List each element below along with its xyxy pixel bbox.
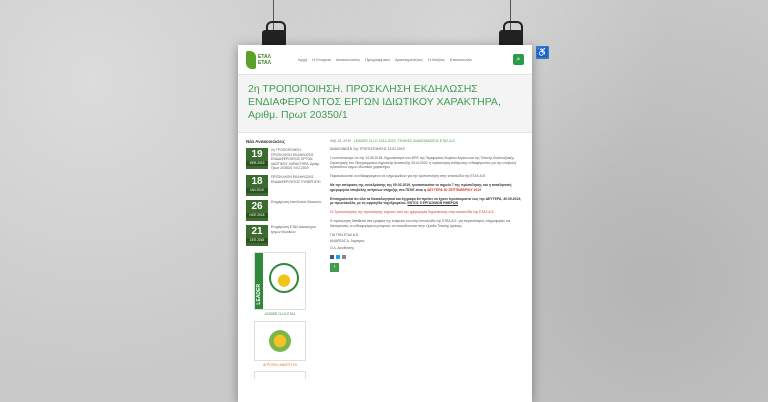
article-paragraph: Η πρόσκληση διατίθεται στα γραφεία της εταιρείας και στην ιστοσελίδα της ΕΤΑΛ Α.Ε. για περισσότερες πληροφορίες και διευκρινίσεις οι ενδιαφερόμενοι μπορούν να απευθύνονται στην Ομάδα Τοπικής Δράσης. (330, 218, 511, 228)
leader-banner[interactable] (254, 252, 306, 316)
email-share-icon[interactable] (342, 255, 346, 259)
content-area (238, 133, 532, 385)
date-badge: 26 ΝΟΕ 2018 (246, 200, 268, 221)
nav-item-lesvos[interactable]: Η Λέσβος (427, 57, 445, 62)
news-item-title[interactable]: Ενημέρωση επενδυτών ιδιωτικών (271, 199, 322, 204)
leader-emblem-icon (269, 263, 299, 293)
article-ref: ΑΝΑΚΟΙΝΩΣΗ 2ης ΤΡΟΠΟΠΟΙΗΣΗΣ 19.02.2019 (330, 147, 405, 151)
article (330, 139, 524, 379)
signature-line: Ο Δ. Διευθυντής (330, 246, 355, 251)
accessibility-icon[interactable]: ♿ (536, 47, 549, 57)
agri-logo (254, 321, 306, 361)
agri-banner[interactable] (254, 321, 306, 367)
agri-emblem-icon (269, 330, 291, 352)
article-category[interactable]: LEADER CLLD 2014-2020, ΤΕΛΙΚΕΣ ΑΝΑΚΟΙΝΩΣΕΙΣ ΕΤΑΛ Α.Ε. (353, 139, 456, 143)
share-buttons (330, 255, 524, 259)
facebook-share-icon[interactable] (330, 255, 334, 259)
news-item[interactable] (246, 200, 322, 221)
signature-line: ΓΙΑ ΤΗΝ ΕΤΑΛ Α.Ε. (330, 232, 360, 237)
date-badge: 19 ΦΕΒ 2019 (246, 148, 268, 169)
article-paragraph: Οι Τροποποιήσεις της πρόσκλησης ισχύουν από την ημερομηνία δημοσίευσης στην ιστοσελίδα της ΕΤΑΛ Α.Ε. (330, 210, 495, 215)
date-badge: 18 ΙΑΝ 2019 (246, 175, 268, 196)
site-logo[interactable]: ΕΤΑΛ ΕΤΑΛ (246, 49, 290, 71)
back-button[interactable]: ‹ (330, 263, 339, 272)
website-page (238, 45, 532, 402)
agri-caption: ΑΓΡΟΤΙΚΗ ΑΝΑΠΤΥΞΗ (263, 362, 297, 367)
leader-logo: LEADER (254, 252, 306, 310)
article-paragraph: Γνωστοποιούμε ότι την 14.06.2018, δημοσιεύτηκε στο ΦΕΚ της Περιφέρειας Βορείου Αιγαίου και της Τοπικής Αναπτυξιακής Στρατηγικής του Προγράμματος Αγροτικής Ανάπτυξης 2014-2020, η πρόσκληση εκδήλωσης ενδιαφέροντος για την υποβολή προτάσεων έργων ιδιωτικού χαρακτήρα. (330, 155, 516, 170)
page-title: 2η ΤΡΟΠΟΠΟΙΗΣΗ. ΠΡΟΣΚΛΗΣΗ ΕΚΔΗΛΩΣΗΣ ΕΝΔΙΑΦΕΡΟ ΝΤΟΣ ΕΡΓΩΝ ΙΔΙΩΤΙΚΟΥ ΧΑΡΑΚΤΗΡΑ, Αριθμ. Πρωτ 20350/1 (248, 83, 501, 121)
nav-item-contact[interactable]: Επικοινωνία (449, 57, 472, 62)
article-paragraph: Με την απόφαση της συνεδρίασης της 05.02.2019, τροποποιείται το σημείο 7 της πρόσκλησης και η καταληκτική ημερομηνία υποβολής αιτήσεων στήριξης στο ΠΣΚΕ είναι η ΔΕΥΤΕΡΑ 30 ΣΕΠΤΕΜΒΡΙΟΥ 2019 (330, 182, 512, 192)
twitter-share-icon[interactable] (336, 255, 340, 259)
logo-mark-icon (246, 51, 256, 69)
search-icon[interactable]: ⌕ (513, 54, 524, 65)
date-badge: 21 ΣΕΠ 2018 (246, 225, 268, 246)
leader-caption: LEADER CLLD ΕΤΑΛ (264, 311, 296, 316)
banner-placeholder (254, 371, 306, 379)
nav-item-home[interactable]: Αρχή (298, 57, 308, 62)
navbar (238, 45, 532, 75)
nav-item-programs[interactable]: Προγράμματα (365, 57, 390, 62)
news-item-title[interactable]: Ενημέρωση ΕΤΑΛ Δικαιούχων έργων ιδιωτικών (271, 224, 317, 234)
news-item-title[interactable]: ΠΡΟΣΚΛΗΣΗ ΕΚΔΗΛΩΣΗΣ ΕΝΔΙΑΦΕΡΟΝΤΟΣ ΣΥΝΕΡΓΑΤΗ (271, 174, 321, 184)
news-item[interactable] (246, 148, 322, 171)
article-date: Φεβ 19, 2019 (330, 139, 351, 143)
article-meta (330, 139, 524, 143)
news-item[interactable] (246, 175, 322, 196)
news-item[interactable] (246, 225, 322, 246)
page-title-bar (238, 75, 532, 133)
news-item-title[interactable]: 2η ΤΡΟΠΟΠΟΙΗΣΗ. ΠΡΟΣΚΛΗΣΗ ΕΚΔΗΛΩΣΗΣ ΕΝΔΙΑΦΕΡΟΝΤΟΣ ΕΡΓΩΝ ΙΔΙΩΤΙΚΟΥ ΧΑΡΑΚΤΗΡΑ, Αριθμ. Πρωτ 20350/1 9.02.2019 (271, 148, 320, 171)
main-nav (298, 57, 472, 62)
sidebar-title: Νέα Ανακοινώσεις (246, 139, 285, 144)
sidebar (246, 139, 322, 379)
nav-item-activities[interactable]: Δραστηριότητες (394, 57, 423, 62)
signature-line: ΑΝΔΡΕΑΣ Α. Λαμπρός (330, 239, 365, 244)
article-paragraph: Επισημαίνεται ότι όλα τα δικαιολογητικά και έγγραφα θα πρέπει να έχουν προσκομιστεί έως την ΔΕΥΤΕΡΑ, 30.09.2019, με πρωτόκολλο, με τη σφραγίδα ταχυδρομείου. ΕΝΤΟΣ 5 ΕΡΓΑΣΙΜΩΝ ΗΜΕΡΩΝ (330, 196, 522, 206)
article-paragraph: Παρακαλούνται οι ενδιαφερόμενοι να ενημερωθούν για την τροποποίηση στην ιστοσελίδα της ΕΤΑΛ Α.Ε. (330, 174, 486, 179)
nav-item-company[interactable]: Η Εταιρεία (312, 57, 331, 62)
nav-item-announcements[interactable]: Ανακοινώσεις (335, 57, 361, 62)
